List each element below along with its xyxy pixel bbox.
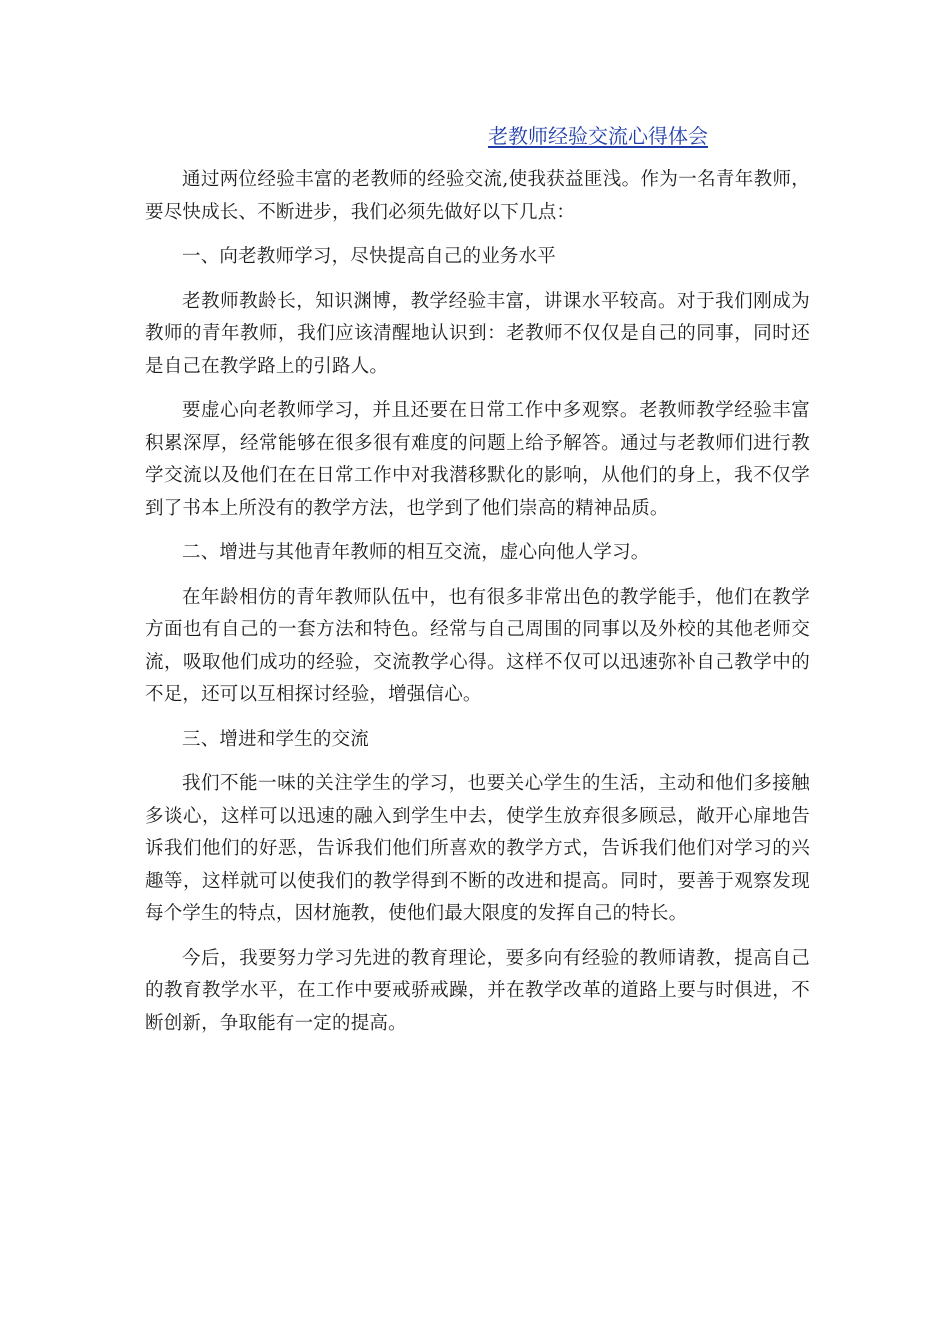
document-body (145, 164, 810, 1052)
section-1-paragraph-2: 要虚心向老教师学习，并且还要在日常工作中多观察。老教师教学经验丰富积累深厚，经常能够在很多很有难度的问题上给予解答。通过与老教师们进行教学交流以及他们在在日常工作中对我潜移默化的影响，从他们的身上，我不仅学到了书本上所没有的教学方法，也学到了他们崇高的精神品质。 (145, 400, 810, 519)
section-heading-1: 一、向老教师学习，尽快提高自己的业务水平 (182, 246, 557, 267)
document-title[interactable]: 老教师经验交流心得体会 (488, 124, 708, 148)
intro-paragraph: 通过两位经验丰富的老教师的经验交流,使我获益匪浅。作为一名青年教师，要尽快成长、不断进步，我们必须先做好以下几点： (145, 169, 810, 223)
section-heading-2: 二、增进与其他青年教师的相互交流，虚心向他人学习。 (182, 542, 650, 563)
section-1-paragraph-1: 老教师教龄长，知识渊博，教学经验丰富，讲课水平较高。对于我们刚成为教师的青年教师，我们应该清醒地认识到：老教师不仅仅是自己的同事，同时还是自己在教学路上的引路人。 (145, 290, 810, 377)
section-heading-3: 三、增进和学生的交流 (182, 728, 370, 750)
section-2-paragraph: 在年龄相仿的青年教师队伍中，也有很多非常出色的教学能手，他们在教学方面也有自己的一套方法和特色。经常与自己周围的同事以及外校的其他老师交流，吸取他们成功的经验，交流教学心得。这样不仅可以迅速弥补自己教学中的不足，还可以互相探讨经验，增强信心。 (145, 586, 810, 705)
section-3-paragraph: 我们不能一味的关注学生的学习，也要关心学生的生活，主动和他们多接触多谈心，这样可以迅速的融入到学生中去，使学生放弃很多顾忌，敞开心扉地告诉我们他们的好恶，告诉我们他们所喜欢的教学方式，告诉我们他们对学习的兴趣等，这样就可以使我们的教学得到不断的改进和提高。同时，要善于观察发现每个学生的特点，因材施教，使他们最大限度的发挥自己的特长。 (145, 773, 810, 924)
closing-paragraph: 今后，我要努力学习先进的教育理论，要多向有经验的教师请教，提高自己的教育教学水平，在工作中要戒骄戒躁，并在教学改革的道路上要与时俱进，不断创新，争取能有一定的提高。 (145, 947, 810, 1034)
